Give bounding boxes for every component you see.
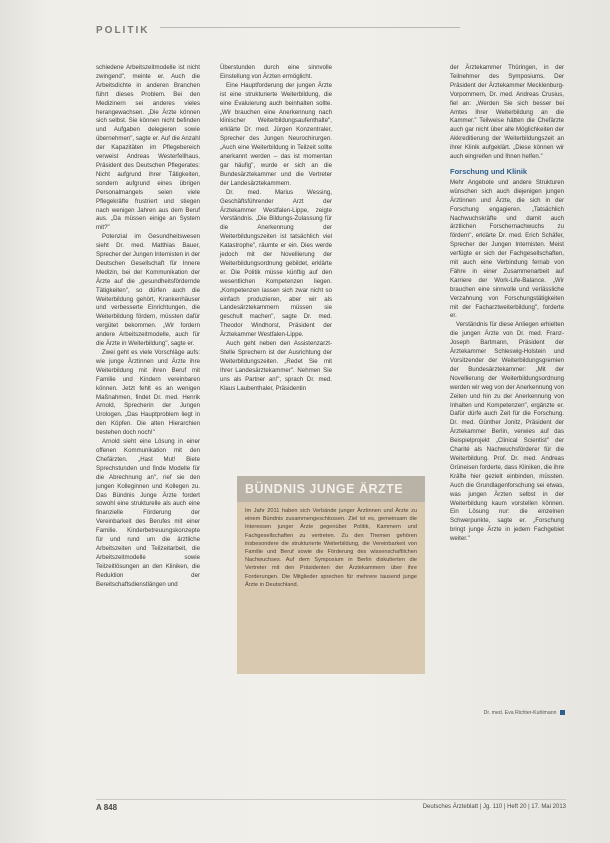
- paragraph: Verständnis für diese Anliegen erhielten die jungen Ärzte von Dr. med. Franz-Joseph Bartmann, Präsident der Ärztekammer Schleswig-Holstein und Vorsitzender der Weiterbildungsgremien der Bundesärztekammer: „Mit der Novellierung der Weiterbildungsordnung werden wir weg von der Anerkennung von Zeiten und hin zu der Anerkennung von Inhalten und Kompetenzen", ergänzte er. Dafür dürfe auch Zeit für die Forschung. Dr. med. Günther Jonitz, Präsident der Ärztekammer Berlin, verwies auf das Beispielprojekt „Clinical Scientist" der Charité als Nachwuchsförderer für die Weiterbildung. Prof. Dr. med. Andreas Grüneisen forderte, dass Kliniken, die ihre Kräfte hier gezielt einbinden, müssten. Auch die Grundlagenforschung sei etwas, was jungen Ärzten selbst in der Weiterbildung kaum vorstellen können. Ein Lösung nur: die einzelnen Schwerpunkte, sagte er. „Forschung bringt junge Ärzte in jedem Fachgebiet weiter.": [450, 321, 564, 543]
- page-header: [96, 20, 476, 34]
- section-label: POLITIK: [96, 25, 150, 36]
- paragraph: Überstunden durch eine sinnvolle Einstellung von Ärzten ermöglicht.: [220, 64, 332, 80]
- header-rule: [160, 27, 460, 28]
- author-byline: [450, 710, 565, 716]
- paragraph: der Ärztekammer Thüringen, in der Teilnehmer des Symposiums. Der Präsident der Ärztekammer Mecklenburg-Vorpommern, Dr. med. Andreas Crusius, fiel an: „Werden Sie sich besser bei Amtes Ihrer Weiterbildung an die Kammer." Teilweise hätten die Chefärzte auch gar nicht über alle Möglichkeiten der Akkreditierung der Weiterbildungszeit an ihrer Klinik aufgeklärt. „Diese können wir auch eingreifen und Ihnen helfen.": [450, 64, 564, 161]
- column-2: [220, 64, 332, 394]
- info-box-title: BÜNDNIS JUNGE ÄRZTE: [237, 476, 425, 502]
- info-box-body: Im Jahr 2011 haben sich Verbände junger Ärztinnen und Ärzte zu einem Bündnis zusammengeschlossen. Ziel ist es, gemeinsam die Interessen junger Ärzte gegenüber Politik, Kammern und Fachgesellschaften zu vertreten. Zu den Themen gehören insbesondere die strukturierte Weiterbildung, die Vereinbarkeit von Familie und Beruf sowie die Förderung des wissenschaftlichen Nachwuchses. Auf dem Symposium in Berlin diskutierten die Vertreter mit den Präsidenten der Ärztekammern über ihre Forderungen. Die Mitglieder sprechen für mehrere tausend junge Ärzte in Deutschland.: [245, 508, 417, 588]
- paragraph: Eine Hauptforderung der jungen Ärzte ist eine strukturierte Weiterbildung, die eine Evaluierung auch beinhalten sollte. „Wir brauchen eine Anerkennung nach klinischer Weiterbildungsaufenthalte", erklärte Dr. med. Jürgen Konzentraler, Sprecher des Jungen Neurochirurgen. „Auch eine Weiterbildung in Teilzeit sollte anerkannt werden – das ist momentan gar häufig", wurde er sich an die Bundesärztekammer und die Vertreter der Landesärztekammern.: [220, 81, 332, 187]
- paragraph: Arnold sieht eine Lösung in einer offenen Kommunikation mit den Chefärzten. „Hast Mut! Biete Sprechstunden und finde Modelle für die Abrechnung an", rief sie den jungen Kolleginnen und Kollegen zu. Das Bündnis Junge Ärzte fordert sowohl eine strukturelle als auch eine finanzielle Förderung der Vereinbarkeit des Berufes mit einer Familie. Kinderbetreuungskonzepte für und rund um die ärztliche Arbeitszeiten und Teilzeitarbeit, die Arbeitszeitmodelle sowie Teilzeitlösungen an den Kliniken, die Reduktion der Bereitschaftsdienstlängen und: [96, 438, 200, 588]
- end-mark-icon: [560, 710, 565, 715]
- publication-info: Deutsches Ärzteblatt | Jg. 110 | Heft 20 | 17. Mai 2013: [422, 804, 566, 810]
- paragraph: Zwei geht es viele Vorschläge aufs: wie junge Ärztinnen und Ärzte ihre Weiterbildung mit ihren Beruf mit Familie und Kindern vereinbaren können. Jetzt fehlt es an wenigen Maßnahmen, findet Dr. med. Henrik Arnold, Sprecherin der Jungen Urologen. „Das Hauptproblem liegt in den Köpfen. Die alten Hierarchien bestehen doch noch!": [96, 349, 200, 437]
- author-name: Dr. med. Eva Richter-Kuhlmann: [483, 710, 557, 716]
- footer-rule: [96, 799, 566, 800]
- paragraph: Mehr Angebote und andere Strukturen wünschen sich auch diejenigen jungen Ärztinnen und Ärzte, die sich in der Forschung engagieren. „Tatsächlich Nachwuchskräfte und damit auch ärztlichen Forschernachwuchs zu fördern", erklärte Dr. med. Erich Schäfer, Sprecher der Jungen Internisten. Meist verfügte er sich der Fachgesellschaften, mit auch eine Verbindung fernab von Fähre in einer Zusammenarbeit auf Karriere der Work-Life-Balance. „Wir brauchen eine sinnvolle und verlässliche Verzahnung von Forschungstätigkeiten mit der Facharztweiterbildung", forderte er.: [450, 178, 564, 320]
- paragraph: schiedene Arbeitszeitmodelle ist nicht zwingend", meinte er. Auch die Arbeitsdichte in anderen Branchen führt dieses Problem. Bei den Medizinern sei anderes vieles herangewachsen. „Die Ärzte können sich selbst. Sie können nicht befinden und Aufgaben delegieren sowie übernehmen", sagte er. Auf die Anzahl der Kapazitäten im Pflegebereich verweist Andreas Westerfellhaus, Präsident des Deutschen Pflegerates: Nicht aufgrund ihrer Tätigkeiten, sondern aufgrund eines übrigen Personalmangels seien viele Pflegekräfte frustriert und stiegen nach wenigen Jahren aus dem Beruf aus. „Da müssen einige an System mit?": [96, 64, 200, 232]
- paragraph: Dr. med. Marius Wessing, Geschäftsführender Arzt der Ärztekammer Westfalen-Lippe, zeigte Verständnis. „Die Bildungs-Zulassung für die Anerkennung der Weiterbildungszeiten ist tatsächlich viel Katastrophe", räumte er ein. Dies werde jedoch mit der Novellierung der Weiterbildungsordnung gebildet, erklärte er. Die Politik müsse künftig auf den wesentlichen Kompetenzen liegen. „Kompetenzen lassen sich zwar nicht so einfach produzieren, aber wir als Landesärztekammern müssen sie geschult machen", sagte Dr. med. Theodor Windhorst, Präsident der Ärztekammer Westfalen-Lippe.: [220, 188, 332, 339]
- paragraph: Potenzial im Gesundheitswesen sieht Dr. med. Matthias Bauer, Sprecher der Jungen Internisten in der Deutschen Gesellschaft für Innere Medizin, bei der Kommunikation der Ärzte auf die „gesundheitsfördernde Tätigkeiten", so dürfen auch die Weiterbildung gehört, Krankenhäuser und verbesserte Einrichtungen, die Weiterbildung fördern, müssten dafür vergütet bekommen. „Wir fordern andere Arbeitszeitmodelle, auch für die Ärzte in Weiterbildung", sagte er.: [96, 233, 200, 348]
- column-3: [450, 64, 564, 544]
- page-footer: [96, 803, 566, 815]
- subheading: Forschung und Klinik: [450, 166, 528, 176]
- page-number: A 848: [96, 803, 118, 812]
- column-1: [96, 64, 200, 589]
- paragraph: Auch geht neben den Assistenzarzt-Stelle Sprechern ist der Ausrichtung der Weiterbildungszeiten. „Redet Sie mit Ihrer Landesärztekammer". Nehmen Sie uns als Partner an!", sprach Dr. med. Klaus Laubenthaler, Präsidentin: [220, 340, 332, 392]
- info-box: [237, 476, 425, 674]
